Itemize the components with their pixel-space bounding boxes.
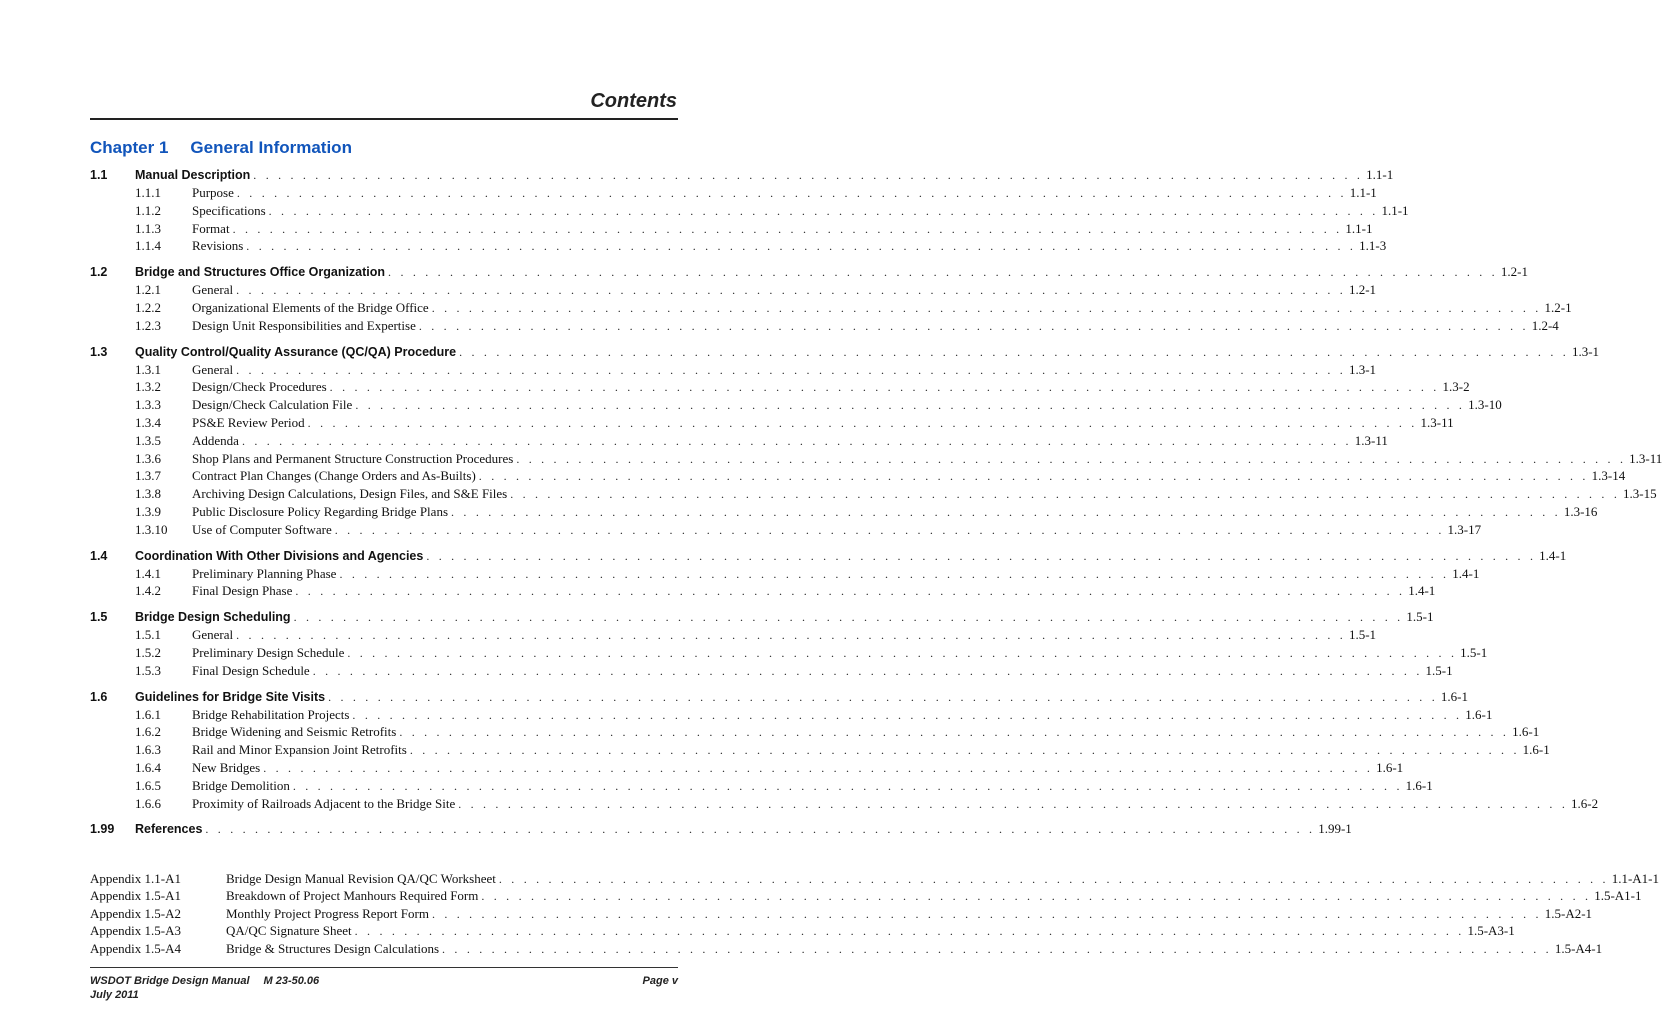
entry-row <box>192 582 1436 601</box>
entry-page: 1.3-11 <box>1420 414 1454 430</box>
entry-title: Archiving Design Calculations, Design Files, and S&E Files <box>192 486 508 502</box>
dot-leader: . . . . . . . . . . . . . . . . . . . . . . . . . . . . . . . . . . . . . . . . . . . . . . . . . . . . . . . . . . . . . . . . . . . . . . . . . . . . . . . . . . . . . . . . . . <box>388 265 1498 280</box>
entry-number: Appendix 1.1-A1 <box>90 871 181 886</box>
entry-title: Bridge Design Manual Revision QA/QC Worksheet <box>226 871 496 886</box>
dot-leader: . . . . . . . . . . . . . . . . . . . . . . . . . . . . . . . . . . . . . . . . . . . . . . . . . . . . . . . . . . . . . . . . . . . . . . . . . . . . . . . . . . . . . . . . . . <box>354 924 1465 939</box>
entry-number: 1.3.5 <box>135 432 161 448</box>
entry-number: 1.6.2 <box>135 724 161 740</box>
dot-leader: . . . . . . . . . . . . . . . . . . . . . . . . . . . . . . . . . . . . . . . . . . . . . . . . . . . . . . . . . . . . . . . . . . . . . . . . . . . . . . . . . . . . . . . . . . <box>510 487 1621 502</box>
dot-leader: . . . . . . . . . . . . . . . . . . . . . . . . . . . . . . . . . . . . . . . . . . . . . . . . . . . . . . . . . . . . . . . . . . . . . . . . . . . . . . . . . . . . . . . . . . <box>263 760 1374 775</box>
entry-number: 1.4.1 <box>135 565 161 581</box>
entry-row <box>135 820 1352 838</box>
entry-row <box>192 795 1599 814</box>
entry-page: 1.3-14 <box>1591 468 1626 484</box>
entry-number: 1.6.3 <box>135 742 161 758</box>
entry-page: 1.6-1 <box>1405 777 1433 793</box>
toc-subsection <box>90 299 1572 317</box>
entry-row <box>192 777 1433 796</box>
header-rule <box>90 118 678 120</box>
manual-date: July 2011 <box>90 989 139 1001</box>
toc-subsection <box>90 467 1626 485</box>
entry-number: 1.2.1 <box>135 282 161 298</box>
entry-title: Final Design Phase <box>192 583 293 599</box>
dot-leader: . . . . . . . . . . . . . . . . . . . . . . . . . . . . . . . . . . . . . . . . . . . . . . . . . . . . . . . . . . . . . . . . . . . . . . . . . . . . . . . . . . . . . . . . . . <box>431 906 1542 921</box>
page-number: Page v <box>642 975 678 987</box>
entry-row <box>135 343 1600 361</box>
entry-number: 1.1.3 <box>135 220 161 236</box>
entry-row <box>192 521 1482 540</box>
toc-subsection <box>90 582 1436 600</box>
entry-title: New Bridges <box>192 759 261 775</box>
entry-row <box>192 450 1662 469</box>
dot-leader: . . . . . . . . . . . . . . . . . . . . . . . . . . . . . . . . . . . . . . . . . . . . . . . . . . . . . . . . . . . . . . . . . . . . . . . . . . . . . . . . . . . . . . . . . . <box>236 283 1346 298</box>
manual-number: M 23-50.06 <box>263 975 320 987</box>
dot-leader: . . . . . . . . . . . . . . . . . . . . . . . . . . . . . . . . . . . . . . . . . . . . . . . . . . . . . . . . . . . . . . . . . . . . . . . . . . . . . . . . . . . . . . . . . . <box>498 872 1609 886</box>
entry-number: 1.5 <box>90 610 108 625</box>
entry-title: Specifications <box>192 202 266 218</box>
toc-subsection <box>90 626 1377 644</box>
entry-row <box>135 547 1567 565</box>
entry-row <box>192 432 1388 451</box>
toc-subsection <box>90 503 1598 521</box>
entry-row <box>135 688 1469 706</box>
dot-leader: . . . . . . . . . . . . . . . . . . . . . . . . . . . . . . . . . . . . . . . . . . . . . . . . . . . . . . . . . . . . . . . . . . . . . . . . . . . . . . . . . . . . . . . . . . <box>459 344 1569 359</box>
entry-number: Appendix 1.5-A2 <box>90 905 181 921</box>
dot-leader: . . . . . . . . . . . . . . . . . . . . . . . . . . . . . . . . . . . . . . . . . . . . . . . . . . . . . . . . . . . . . . . . . . . . . . . . . . . . . . . . . . . . . . . . . . <box>451 504 1561 519</box>
entry-number: 1.99 <box>90 822 115 837</box>
dot-leader: . . . . . . . . . . . . . . . . . . . . . . . . . . . . . . . . . . . . . . . . . . . . . . . . . . . . . . . . . . . . . . . . . . . . . . . . . . . . . . . . . . . . . . . . . . <box>246 239 1357 254</box>
entry-row <box>192 299 1572 318</box>
entry-number: Appendix 1.5-A1 <box>90 888 181 904</box>
entry-row <box>226 922 1515 940</box>
entry-title: Addenda <box>192 432 239 448</box>
entry-page: 1.6-1 <box>1465 706 1493 722</box>
entry-page: 1.6-2 <box>1571 795 1599 811</box>
entry-number: 1.1 <box>90 168 108 182</box>
entry-page: 1.3-17 <box>1447 521 1482 537</box>
entry-title: General <box>192 361 234 377</box>
entry-row <box>192 485 1657 504</box>
chapter-label: Chapter 1 <box>90 138 169 157</box>
entry-number: 1.3.2 <box>135 379 161 395</box>
entry-number: 1.1.2 <box>135 202 161 218</box>
table-of-contents <box>90 166 1662 838</box>
entry-title: Bridge and Structures Office Organization <box>135 265 386 280</box>
appendix-list <box>90 870 1659 957</box>
entry-number: Appendix 1.5-A4 <box>90 940 181 956</box>
entry-page: 1.2-1 <box>1348 282 1377 298</box>
toc-subsection <box>90 378 1470 396</box>
entry-title: Purpose <box>192 185 234 200</box>
entry-row <box>226 905 1593 923</box>
entry-number: 1.3.10 <box>135 521 168 537</box>
entry-number: 1.5.1 <box>135 627 161 643</box>
dot-leader: . . . . . . . . . . . . . . . . . . . . . . . . . . . . . . . . . . . . . . . . . . . . . . . . . . . . . . . . . . . . . . . . . . . . . . . . . . . . . . . . . . . . . . . . . . <box>253 168 1364 182</box>
entry-number: 1.4.2 <box>135 583 161 599</box>
entry-row <box>192 378 1470 397</box>
toc-subsection <box>90 723 1540 741</box>
entry-title: Guidelines for Bridge Site Visits <box>135 689 326 704</box>
toc-subsection <box>90 795 1599 813</box>
entry-number: Appendix 1.5-A3 <box>90 923 181 939</box>
toc-subsection <box>90 317 1559 335</box>
entry-row <box>226 940 1603 958</box>
entry-page: 1.3-11 <box>1354 432 1388 448</box>
toc-subsection <box>90 396 1502 414</box>
entry-page: 1.5-1 <box>1406 609 1434 625</box>
entry-page: 1.5-1 <box>1460 644 1488 660</box>
entry-row <box>135 608 1434 626</box>
entry-page: 1.4-1 <box>1452 565 1480 581</box>
toc-section <box>90 263 1528 281</box>
toc-subsection <box>90 565 1480 583</box>
entry-page: 1.1-1 <box>1349 185 1377 200</box>
page-heading: Contents <box>590 90 677 112</box>
dot-leader: . . . . . . . . . . . . . . . . . . . . . . . . . . . . . . . . . . . . . . . . . . . . . . . . . . . . . . . . . . . . . . . . . . . . . . . . . . . . . . . . . . . . . . . . . . <box>478 469 1589 484</box>
entry-number: 1.1.1 <box>135 185 161 200</box>
entry-number: 1.2.2 <box>135 299 161 315</box>
entry-number: 1.3.8 <box>135 486 161 502</box>
toc-subsection <box>90 361 1377 379</box>
toc-appendix <box>90 922 1515 939</box>
entry-row <box>192 202 1409 221</box>
entry-page: 1.99-1 <box>1318 821 1352 837</box>
toc-appendix <box>90 887 1642 904</box>
entry-title: Bridge Rehabilitation Projects <box>192 706 350 722</box>
entry-page: 1.3-15 <box>1623 486 1657 502</box>
dot-leader: . . . . . . . . . . . . . . . . . . . . . . . . . . . . . . . . . . . . . . . . . . . . . . . . . . . . . . . . . . . . . . . . . . . . . . . . . . . . . . . . . . . . . . . . . . <box>409 743 1520 758</box>
entry-title: Manual Description <box>135 168 251 182</box>
dot-leader: . . . . . . . . . . . . . . . . . . . . . . . . . . . . . . . . . . . . . . . . . . . . . . . . . . . . . . . . . . . . . . . . . . . . . . . . . . . . . . . . . . . . . . . . . . <box>516 451 1627 466</box>
entry-page: 1.6-1 <box>1440 688 1469 704</box>
entry-title: Public Disclosure Policy Regarding Bridge Plans <box>192 503 449 519</box>
entry-row <box>192 184 1377 203</box>
entry-page: 1.3-16 <box>1563 503 1598 519</box>
dot-leader: . . . . . . . . . . . . . . . . . . . . . . . . . . . . . . . . . . . . . . . . . . . . . . . . . . . . . . . . . . . . . . . . . . . . . . . . . . . . . . . . . . . . . . . . . . <box>205 822 1316 837</box>
entry-number: 1.6.6 <box>135 795 161 811</box>
dot-leader: . . . . . . . . . . . . . . . . . . . . . . . . . . . . . . . . . . . . . . . . . . . . . . . . . . . . . . . . . . . . . . . . . . . . . . . . . . . . . . . . . . . . . . . . . . <box>292 778 1403 793</box>
entry-row <box>226 887 1642 905</box>
dot-leader: . . . . . . . . . . . . . . . . . . . . . . . . . . . . . . . . . . . . . . . . . . . . . . . . . . . . . . . . . . . . . . . . . . . . . . . . . . . . . . . . . . . . . . . . . . <box>312 663 1423 678</box>
entry-row <box>192 723 1540 742</box>
dot-leader: . . . . . . . . . . . . . . . . . . . . . . . . . . . . . . . . . . . . . . . . . . . . . . . . . . . . . . . . . . . . . . . . . . . . . . . . . . . . . . . . . . . . . . . . . . <box>347 645 1458 660</box>
toc-section <box>90 547 1567 565</box>
entry-page: 1.6-1 <box>1512 724 1540 740</box>
entry-row <box>226 870 1659 888</box>
entry-row <box>192 503 1598 522</box>
entry-title: General <box>192 627 234 643</box>
toc-subsection <box>90 485 1657 503</box>
entry-row <box>192 396 1502 415</box>
entry-number: 1.6 <box>90 689 108 704</box>
toc-subsection <box>90 202 1409 220</box>
dot-leader: . . . . . . . . . . . . . . . . . . . . . . . . . . . . . . . . . . . . . . . . . . . . . . . . . . . . . . . . . . . . . . . . . . . . . . . . . . . . . . . . . . . . . . . . . . <box>481 889 1592 904</box>
entry-number: 1.2.3 <box>135 317 161 333</box>
dot-leader: . . . . . . . . . . . . . . . . . . . . . . . . . . . . . . . . . . . . . . . . . . . . . . . . . . . . . . . . . . . . . . . . . . . . . . . . . . . . . . . . . . . . . . . . . . <box>329 380 1440 395</box>
entry-page: 1.5-1 <box>1348 627 1377 643</box>
toc-section <box>90 608 1434 626</box>
toc-subsection <box>90 644 1488 662</box>
dot-leader: . . . . . . . . . . . . . . . . . . . . . . . . . . . . . . . . . . . . . . . . . . . . . . . . . . . . . . . . . . . . . . . . . . . . . . . . . . . . . . . . . . . . . . . . . . <box>426 548 1537 563</box>
entry-title: Use of Computer Software <box>192 521 332 537</box>
toc-subsection <box>90 220 1373 238</box>
toc-subsection <box>90 184 1377 202</box>
toc-subsection <box>90 741 1550 759</box>
entry-number: 1.6.5 <box>135 777 161 793</box>
entry-title: Design/Check Calculation File <box>192 397 353 413</box>
entry-page: 1.5-A1-1 <box>1594 888 1642 904</box>
dot-leader: . . . . . . . . . . . . . . . . . . . . . . . . . . . . . . . . . . . . . . . . . . . . . . . . . . . . . . . . . . . . . . . . . . . . . . . . . . . . . . . . . . . . . . . . . . <box>334 522 1445 537</box>
footer-manual-info <box>90 974 319 1002</box>
entry-page: 1.3-11 <box>1629 450 1662 466</box>
toc-subsection <box>90 414 1454 432</box>
entry-page: 1.5-A4-1 <box>1554 940 1603 956</box>
entry-number: 1.3.6 <box>135 450 161 466</box>
entry-page: 1.3-1 <box>1348 361 1377 377</box>
entry-title: Organizational Elements of the Bridge Office <box>192 299 429 315</box>
entry-page: 1.1-1 <box>1381 202 1409 218</box>
entry-number: 1.3.7 <box>135 468 161 484</box>
entry-row <box>192 237 1387 256</box>
entry-title: Breakdown of Project Manhours Required Form <box>226 888 479 904</box>
dot-leader: . . . . . . . . . . . . . . . . . . . . . . . . . . . . . . . . . . . . . . . . . . . . . . . . . . . . . . . . . . . . . . . . . . . . . . . . . . . . . . . . . . . . . . . . . . <box>399 725 1510 740</box>
entry-title: Preliminary Planning Phase <box>192 565 337 581</box>
entry-page: 1.3-1 <box>1571 343 1600 359</box>
dot-leader: . . . . . . . . . . . . . . . . . . . . . . . . . . . . . . . . . . . . . . . . . . . . . . . . . . . . . . . . . . . . . . . . . . . . . . . . . . . . . . . . . . . . . . . . . . <box>241 433 1352 448</box>
toc-subsection <box>90 662 1453 680</box>
toc-appendix <box>90 905 1593 922</box>
entry-page: 1.4-1 <box>1539 547 1567 563</box>
entry-page: 1.3-2 <box>1442 379 1470 395</box>
entry-title: Bridge & Structures Design Calculations <box>226 940 440 956</box>
dot-leader: . . . . . . . . . . . . . . . . . . . . . . . . . . . . . . . . . . . . . . . . . . . . . . . . . . . . . . . . . . . . . . . . . . . . . . . . . . . . . . . . . . . . . . . . . . <box>236 362 1346 377</box>
dot-leader: . . . . . . . . . . . . . . . . . . . . . . . . . . . . . . . . . . . . . . . . . . . . . . . . . . . . . . . . . . . . . . . . . . . . . . . . . . . . . . . . . . . . . . . . . . <box>293 610 1404 625</box>
entry-page: 1.1-1 <box>1366 167 1394 182</box>
toc-subsection <box>90 777 1433 795</box>
entry-title: Revisions <box>192 238 244 254</box>
entry-title: Design Unit Responsibilities and Expertise <box>192 317 416 333</box>
toc-section <box>90 343 1600 361</box>
dot-leader: . . . . . . . . . . . . . . . . . . . . . . . . . . . . . . . . . . . . . . . . . . . . . . . . . . . . . . . . . . . . . . . . . . . . . . . . . . . . . . . . . . . . . . . . . . <box>307 415 1418 430</box>
entry-row <box>135 166 1394 184</box>
entry-number: 1.2 <box>90 265 108 280</box>
entry-title: Rail and Minor Expansion Joint Retrofits <box>192 742 407 758</box>
entry-number: 1.3.4 <box>135 414 161 430</box>
entry-number: 1.6.4 <box>135 759 161 775</box>
entry-page: 1.4-1 <box>1408 583 1436 599</box>
entry-row <box>192 706 1493 725</box>
dot-leader: . . . . . . . . . . . . . . . . . . . . . . . . . . . . . . . . . . . . . . . . . . . . . . . . . . . . . . . . . . . . . . . . . . . . . . . . . . . . . . . . . . . . . . . . . . <box>295 584 1406 599</box>
entry-page: 1.1-A1-1 <box>1611 871 1659 886</box>
entry-title: Contract Plan Changes (Change Orders and As-Builts) <box>192 468 476 484</box>
toc-section <box>90 820 1352 838</box>
entry-title: Bridge Widening and Seismic Retrofits <box>192 724 397 740</box>
entry-page: 1.2-4 <box>1531 317 1559 333</box>
chapter-heading <box>90 138 352 158</box>
entry-row <box>192 361 1377 380</box>
dot-leader: . . . . . . . . . . . . . . . . . . . . . . . . . . . . . . . . . . . . . . . . . . . . . . . . . . . . . . . . . . . . . . . . . . . . . . . . . . . . . . . . . . . . . . . . . . <box>442 941 1552 956</box>
dot-leader: . . . . . . . . . . . . . . . . . . . . . . . . . . . . . . . . . . . . . . . . . . . . . . . . . . . . . . . . . . . . . . . . . . . . . . . . . . . . . . . . . . . . . . . . . . <box>418 318 1529 333</box>
entry-title: Design/Check Procedures <box>192 379 327 395</box>
entry-title: Monthly Project Progress Report Form <box>226 905 429 921</box>
footer-rule <box>90 967 678 968</box>
entry-number: 1.5.3 <box>135 662 161 678</box>
entry-number: 1.3.3 <box>135 397 161 413</box>
entry-page: 1.1-1 <box>1345 220 1373 236</box>
toc-subsection <box>90 706 1493 724</box>
dot-leader: . . . . . . . . . . . . . . . . . . . . . . . . . . . . . . . . . . . . . . . . . . . . . . . . . . . . . . . . . . . . . . . . . . . . . . . . . . . . . . . . . . . . . . . . . . <box>458 796 1569 811</box>
entry-number: 1.3 <box>90 344 108 359</box>
toc-subsection <box>90 450 1662 468</box>
entry-number: 1.6.1 <box>135 706 161 722</box>
entry-title: Bridge Design Scheduling <box>135 610 291 625</box>
dot-leader: . . . . . . . . . . . . . . . . . . . . . . . . . . . . . . . . . . . . . . . . . . . . . . . . . . . . . . . . . . . . . . . . . . . . . . . . . . . . . . . . . . . . . . . . . . <box>339 566 1450 581</box>
entry-page: 1.3-10 <box>1468 397 1502 413</box>
entry-page: 1.6-1 <box>1522 742 1550 758</box>
entry-row <box>192 414 1454 433</box>
entry-row <box>192 759 1404 778</box>
dot-leader: . . . . . . . . . . . . . . . . . . . . . . . . . . . . . . . . . . . . . . . . . . . . . . . . . . . . . . . . . . . . . . . . . . . . . . . . . . . . . . . . . . . . . . . . . . <box>352 707 1463 722</box>
toc-subsection <box>90 281 1377 299</box>
dot-leader: . . . . . . . . . . . . . . . . . . . . . . . . . . . . . . . . . . . . . . . . . . . . . . . . . . . . . . . . . . . . . . . . . . . . . . . . . . . . . . . . . . . . . . . . . . <box>236 628 1346 643</box>
entry-title: Proximity of Railroads Adjacent to the Bridge Site <box>192 795 456 811</box>
entry-page: 1.5-A2-1 <box>1544 905 1593 921</box>
entry-page: 1.1-3 <box>1359 238 1387 254</box>
manual-title: WSDOT Bridge Design Manual <box>90 975 250 987</box>
toc-subsection <box>90 521 1482 539</box>
toc-subsection <box>90 237 1387 255</box>
dot-leader: . . . . . . . . . . . . . . . . . . . . . . . . . . . . . . . . . . . . . . . . . . . . . . . . . . . . . . . . . . . . . . . . . . . . . . . . . . . . . . . . . . . . . . . . . . <box>328 689 1438 704</box>
entry-title: Bridge Demolition <box>192 777 290 793</box>
entry-row <box>192 644 1488 663</box>
entry-title: References <box>135 822 203 837</box>
dot-leader: . . . . . . . . . . . . . . . . . . . . . . . . . . . . . . . . . . . . . . . . . . . . . . . . . . . . . . . . . . . . . . . . . . . . . . . . . . . . . . . . . . . . . . . . . . <box>268 203 1379 218</box>
toc-appendix <box>90 940 1603 957</box>
entry-row <box>192 467 1626 486</box>
entry-page: 1.2-1 <box>1544 299 1572 315</box>
entry-page: 1.2-1 <box>1500 264 1528 280</box>
toc-subsection <box>90 759 1404 777</box>
entry-row <box>192 565 1480 584</box>
entry-row <box>192 317 1559 336</box>
chapter-name: General Information <box>190 138 352 157</box>
entry-title: Preliminary Design Schedule <box>192 644 345 660</box>
entry-title: Final Design Schedule <box>192 662 310 678</box>
dot-leader: . . . . . . . . . . . . . . . . . . . . . . . . . . . . . . . . . . . . . . . . . . . . . . . . . . . . . . . . . . . . . . . . . . . . . . . . . . . . . . . . . . . . . . . . . . <box>431 300 1542 315</box>
entry-title: Shop Plans and Permanent Structure Construction Procedures <box>192 450 514 466</box>
toc-section <box>90 688 1469 706</box>
entry-row <box>192 281 1377 300</box>
entry-title: Quality Control/Quality Assurance (QC/QA) Procedure <box>135 344 457 359</box>
entry-title: General <box>192 282 234 298</box>
toc-subsection <box>90 432 1388 450</box>
dot-leader: . . . . . . . . . . . . . . . . . . . . . . . . . . . . . . . . . . . . . . . . . . . . . . . . . . . . . . . . . . . . . . . . . . . . . . . . . . . . . . . . . . . . . . . . . . <box>355 398 1466 413</box>
entry-title: QA/QC Signature Sheet <box>226 923 352 939</box>
toc-appendix <box>90 870 1659 887</box>
entry-title: Coordination With Other Divisions and Agencies <box>135 548 424 563</box>
entry-title: Format <box>192 220 230 236</box>
entry-title: PS&E Review Period <box>192 414 305 430</box>
entry-row <box>192 662 1453 681</box>
dot-leader: . . . . . . . . . . . . . . . . . . . . . . . . . . . . . . . . . . . . . . . . . . . . . . . . . . . . . . . . . . . . . . . . . . . . . . . . . . . . . . . . . . . . . . . . . . <box>236 186 1347 200</box>
entry-row <box>135 263 1528 281</box>
entry-number: 1.1.4 <box>135 238 161 254</box>
entry-number: 1.3.1 <box>135 361 161 377</box>
entry-row <box>192 220 1373 239</box>
entry-page: 1.5-A3-1 <box>1467 923 1515 939</box>
entry-number: 1.5.2 <box>135 644 161 660</box>
entry-row <box>192 626 1377 645</box>
entry-number: 1.3.9 <box>135 503 161 519</box>
entry-row <box>192 741 1550 760</box>
entry-page: 1.6-1 <box>1376 759 1404 775</box>
entry-page: 1.5-1 <box>1425 662 1453 678</box>
entry-number: 1.4 <box>90 548 108 563</box>
toc-section <box>90 166 1394 184</box>
dot-leader: . . . . . . . . . . . . . . . . . . . . . . . . . . . . . . . . . . . . . . . . . . . . . . . . . . . . . . . . . . . . . . . . . . . . . . . . . . . . . . . . . . . . . . . . . . <box>232 221 1343 236</box>
